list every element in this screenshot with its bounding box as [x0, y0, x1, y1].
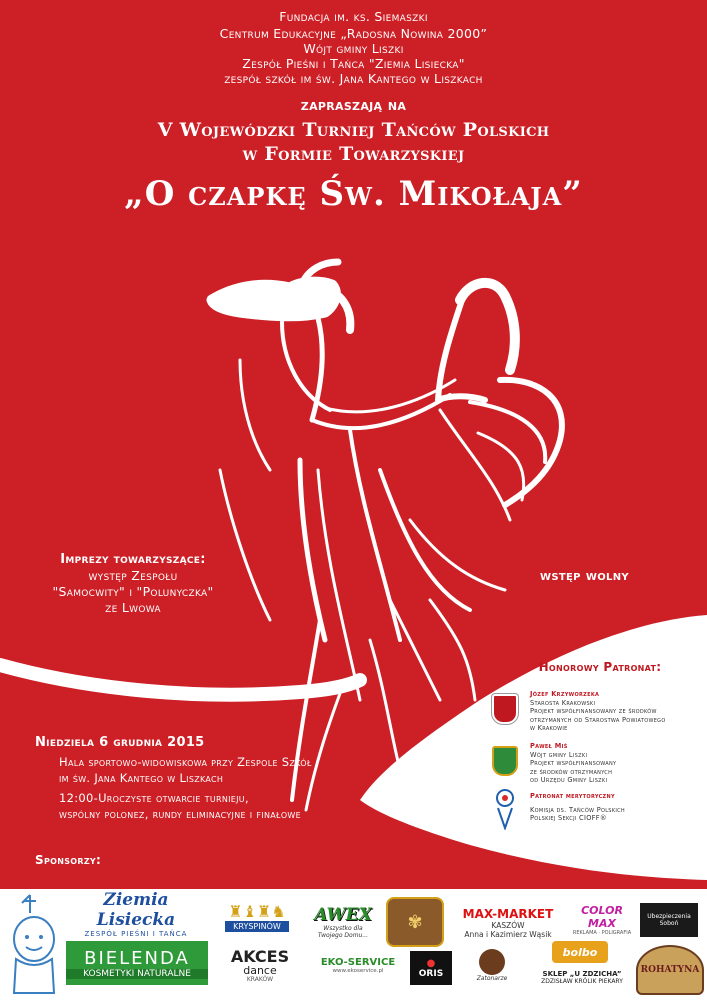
oris-logo	[410, 951, 452, 985]
patron-line: otrzymanych od Starostwa Powiatowego	[530, 715, 666, 724]
ubezpieczenia-name: Ubezpieczenia Soboń	[647, 913, 691, 927]
patron-name: Paweł Miś	[530, 742, 568, 750]
organizer-line: Zespół Pieśni i Tańca "Ziemia Lisiecka"	[242, 56, 465, 71]
zatonarze-circle-icon	[479, 949, 505, 975]
event-program-line1: 12:00-Uroczyste otwarcie turnieju,	[59, 791, 249, 805]
cioff-logo-icon	[494, 788, 516, 830]
tournament-title	[0, 118, 707, 166]
patronage-title: Honorowy Patronat:	[538, 660, 662, 674]
max-market-owner: Anna i Kazimierz Wąsik	[464, 930, 552, 939]
honorary-patronage	[485, 660, 695, 674]
patron-name: Józef Krzyworzeka	[530, 690, 600, 698]
side-events-line: występ Zespołu	[88, 568, 178, 583]
bielenda-name: BIELENDA	[84, 947, 190, 969]
side-events-line: "Samocwity" i "Polunyczka"	[52, 584, 214, 599]
eko-service-logo	[312, 953, 404, 977]
oris-name: ORIS	[418, 968, 444, 979]
free-entry-label: wstęp wolny	[540, 568, 629, 584]
patron-line: Projekt współfinansowany ze środków	[530, 707, 657, 716]
max-market-name: MAX-MARKET	[462, 907, 554, 921]
rohatyna-logo	[636, 945, 704, 995]
wheat-icon: ✾	[407, 911, 423, 933]
eko-service-name: EKO-SERVICE	[320, 956, 396, 968]
patron-item	[530, 690, 666, 733]
patron-line: w Krakowie	[530, 724, 568, 733]
akces-name: AKCES	[230, 947, 290, 966]
organizer-line: Wójt gminy Liszki	[303, 41, 404, 56]
bakery-badge-logo	[386, 897, 444, 947]
organizers-list	[0, 8, 707, 85]
patron-item	[530, 742, 616, 785]
akces-city: KRAKÓW	[246, 976, 274, 983]
awex-logo	[312, 897, 374, 947]
event-venue-line1: Hala sportowo-widowiskowa przy Zespole Szkół	[59, 755, 312, 769]
tournament-title-line2: w Formie Towarzyskiej	[242, 143, 465, 165]
eko-service-url: www.ekoservice.pl	[332, 967, 384, 974]
sponsor-logos-bar	[0, 889, 707, 1000]
color-max-sub: REKLAMA · POLIGRAFIA	[572, 930, 632, 936]
akces-dance-logo	[218, 943, 302, 987]
sponsors-label: Sponsorzy:	[35, 853, 102, 867]
side-events	[28, 552, 238, 616]
ziemia-lisiecka-name: Ziemia Lisiecka	[96, 890, 176, 930]
event-info	[35, 735, 312, 822]
main-title: „O czapkę Św. Mikołaja”	[124, 174, 583, 214]
parish-mascot-logo-icon	[8, 893, 60, 997]
patron-name: Patronat merytoryczny	[530, 792, 615, 800]
zdzicha-line2: ZDZISŁAW KRÓLIK PIEKARY	[541, 977, 623, 985]
bolbo-name: bolbo	[562, 945, 598, 959]
event-program-line2: wspólny polonez, rundy eliminacyjne i finałowe	[59, 807, 302, 821]
krakow-county-crest-icon	[492, 694, 518, 724]
kryspinow-logo	[217, 899, 297, 935]
color-max-name: COLOR MAX	[581, 904, 623, 930]
patron-line: ze środków otrzymanych	[530, 767, 613, 776]
bolbo-logo	[552, 941, 608, 963]
rohatyna-name: ROHATYNA	[640, 965, 700, 975]
patron-line: Komisja ds. Tańców Polskich	[530, 805, 625, 814]
bielenda-logo	[66, 941, 208, 985]
tournament-title-line1: V Wojewódzki Turniej Tańców Polskich	[157, 119, 550, 141]
side-events-line: ze Lwowa	[105, 600, 161, 615]
max-market-city: KASZÓW	[491, 921, 525, 930]
patron-line: Wójt gminy Liszki	[530, 750, 588, 759]
max-market-logo	[452, 903, 564, 943]
liszki-commune-crest-icon	[492, 746, 518, 776]
zatonarze-logo	[470, 943, 514, 987]
patron-line: od Urzędu Gminy Liszki	[530, 776, 608, 785]
patron-line: Polskiej Sekcji CIOFF®	[530, 814, 607, 823]
ubezpieczenia-logo	[640, 903, 698, 937]
invite-text: zapraszają na	[300, 96, 407, 114]
organizer-line: zespół szkół im św. Jana Kantego w Liszkach	[224, 71, 483, 86]
event-date: Niedziela 6 grudnia 2015	[35, 735, 205, 750]
zatonarze-name: Zatonarze	[476, 974, 508, 982]
bielenda-sub: KOSMETYKI NATURALNE	[66, 969, 208, 979]
kryspinow-name: KRYSPINÓW	[225, 921, 289, 932]
organizer-line: Fundacja im. ks. Siemaszki	[279, 9, 428, 24]
ziemia-lisiecka-sub: ZESPÓŁ PIEŚNI I TAŃCA	[84, 930, 188, 938]
ziemia-lisiecka-logo	[66, 890, 206, 938]
patron-item	[530, 792, 625, 823]
side-events-heading: Imprezy towarzyszące:	[60, 552, 206, 567]
oris-dot-icon: ●	[426, 957, 436, 969]
kryspinow-figures-icon: ♜♝♜♞	[228, 902, 286, 921]
zdzicha-shop-logo	[532, 965, 632, 989]
awex-tagline: Wszystko dla Twojego Domu...	[317, 925, 369, 939]
patron-line: Projekt współfinansowany	[530, 759, 617, 768]
color-max-logo	[568, 905, 636, 935]
patron-line: Starosta Krakowski	[530, 698, 596, 707]
akces-sub: dance	[243, 964, 277, 977]
event-venue-line2: im św. Jana Kantego w Liszkach	[59, 771, 224, 785]
organizer-line: Centrum Edukacyjne „Radosna Nowina 2000”	[219, 26, 488, 41]
awex-name: AWEX	[314, 905, 372, 925]
zdzicha-line1: SKLEP „U ZDZICHA”	[542, 969, 622, 978]
